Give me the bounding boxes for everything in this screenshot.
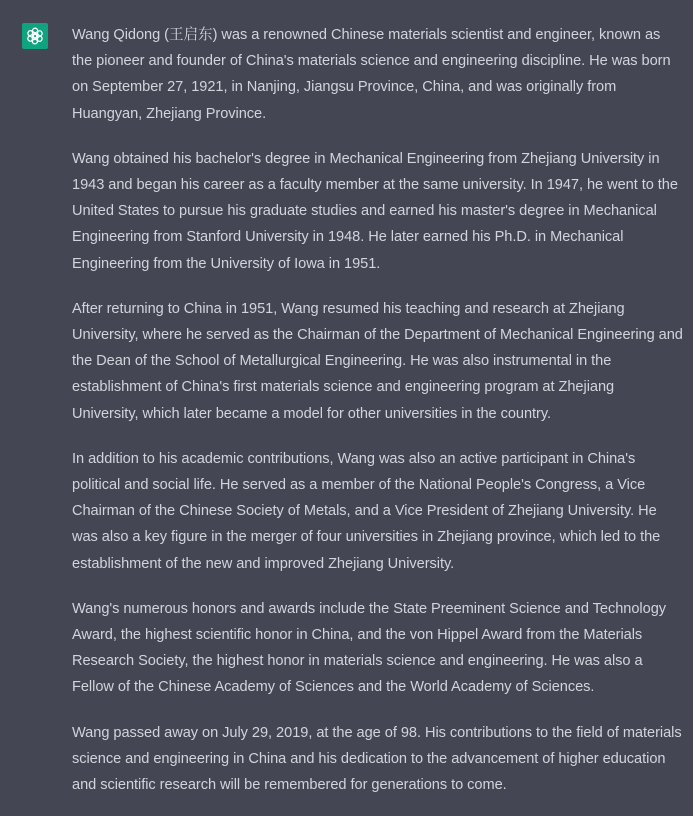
message-paragraph: After returning to China in 1951, Wang resumed his teaching and research at Zhejiang University, where he served as the Chairman of the Department of Mechanical Engineering and the Dean of the School of Metallurgical Engineering. He was also instrumental in the establishment of China's first materials science and engineering program at Zhejiang University, which later became a model for other universities in the country. [72, 300, 683, 422]
message-content [72, 22, 684, 798]
message-paragraph: Wang's numerous honors and awards include the State Preeminent Science and Technology Award, the highest scientific honor in China, and the von Hippel Award from the Materials Research Society, the highest honor in materials science and engineering. He was also a Fellow of the Chinese Academy of Sciences and the World Academy of Sciences. [72, 600, 667, 696]
message-paragraph: Wang Qidong (王启东) was a renowned Chinese materials scientist and engineer, known as the pioneer and founder of China's materials science and engineering discipline. He was born on September 27, 1921, in Nanjing, Jiangsu Province, China, and was originally from Huangyan, Zhejiang Province. [72, 27, 671, 122]
message-paragraph: In addition to his academic contributions, Wang was also an active participant in China's political and social life. He served as a member of the National People's Congress, a Vice Chairman of the Chinese Society of Metals, and a Vice President of Zhejiang University. He was also a key figure in the merger of four universities in Zhejiang province, which led to the establishment of the new and improved Zhejiang University. [72, 450, 661, 572]
message-paragraph: Wang passed away on July 29, 2019, at the age of 98. His contributions to the field of materials science and engineering in China and his dedication to the advancement of higher education and scientific research will be remembered for generations to come. [72, 724, 682, 794]
message-paragraph: Wang obtained his bachelor's degree in Mechanical Engineering from Zhejiang University in 1943 and began his career as a faculty member at the same university. In 1947, he went to the United States to pursue his graduate studies and earned his master's degree in Mechanical Engineering from Stanford University in 1948. He later earned his Ph.D. in Mechanical Engineering from the University of Iowa in 1951. [72, 150, 678, 272]
openai-logo-icon [25, 26, 45, 46]
assistant-avatar [22, 23, 48, 49]
